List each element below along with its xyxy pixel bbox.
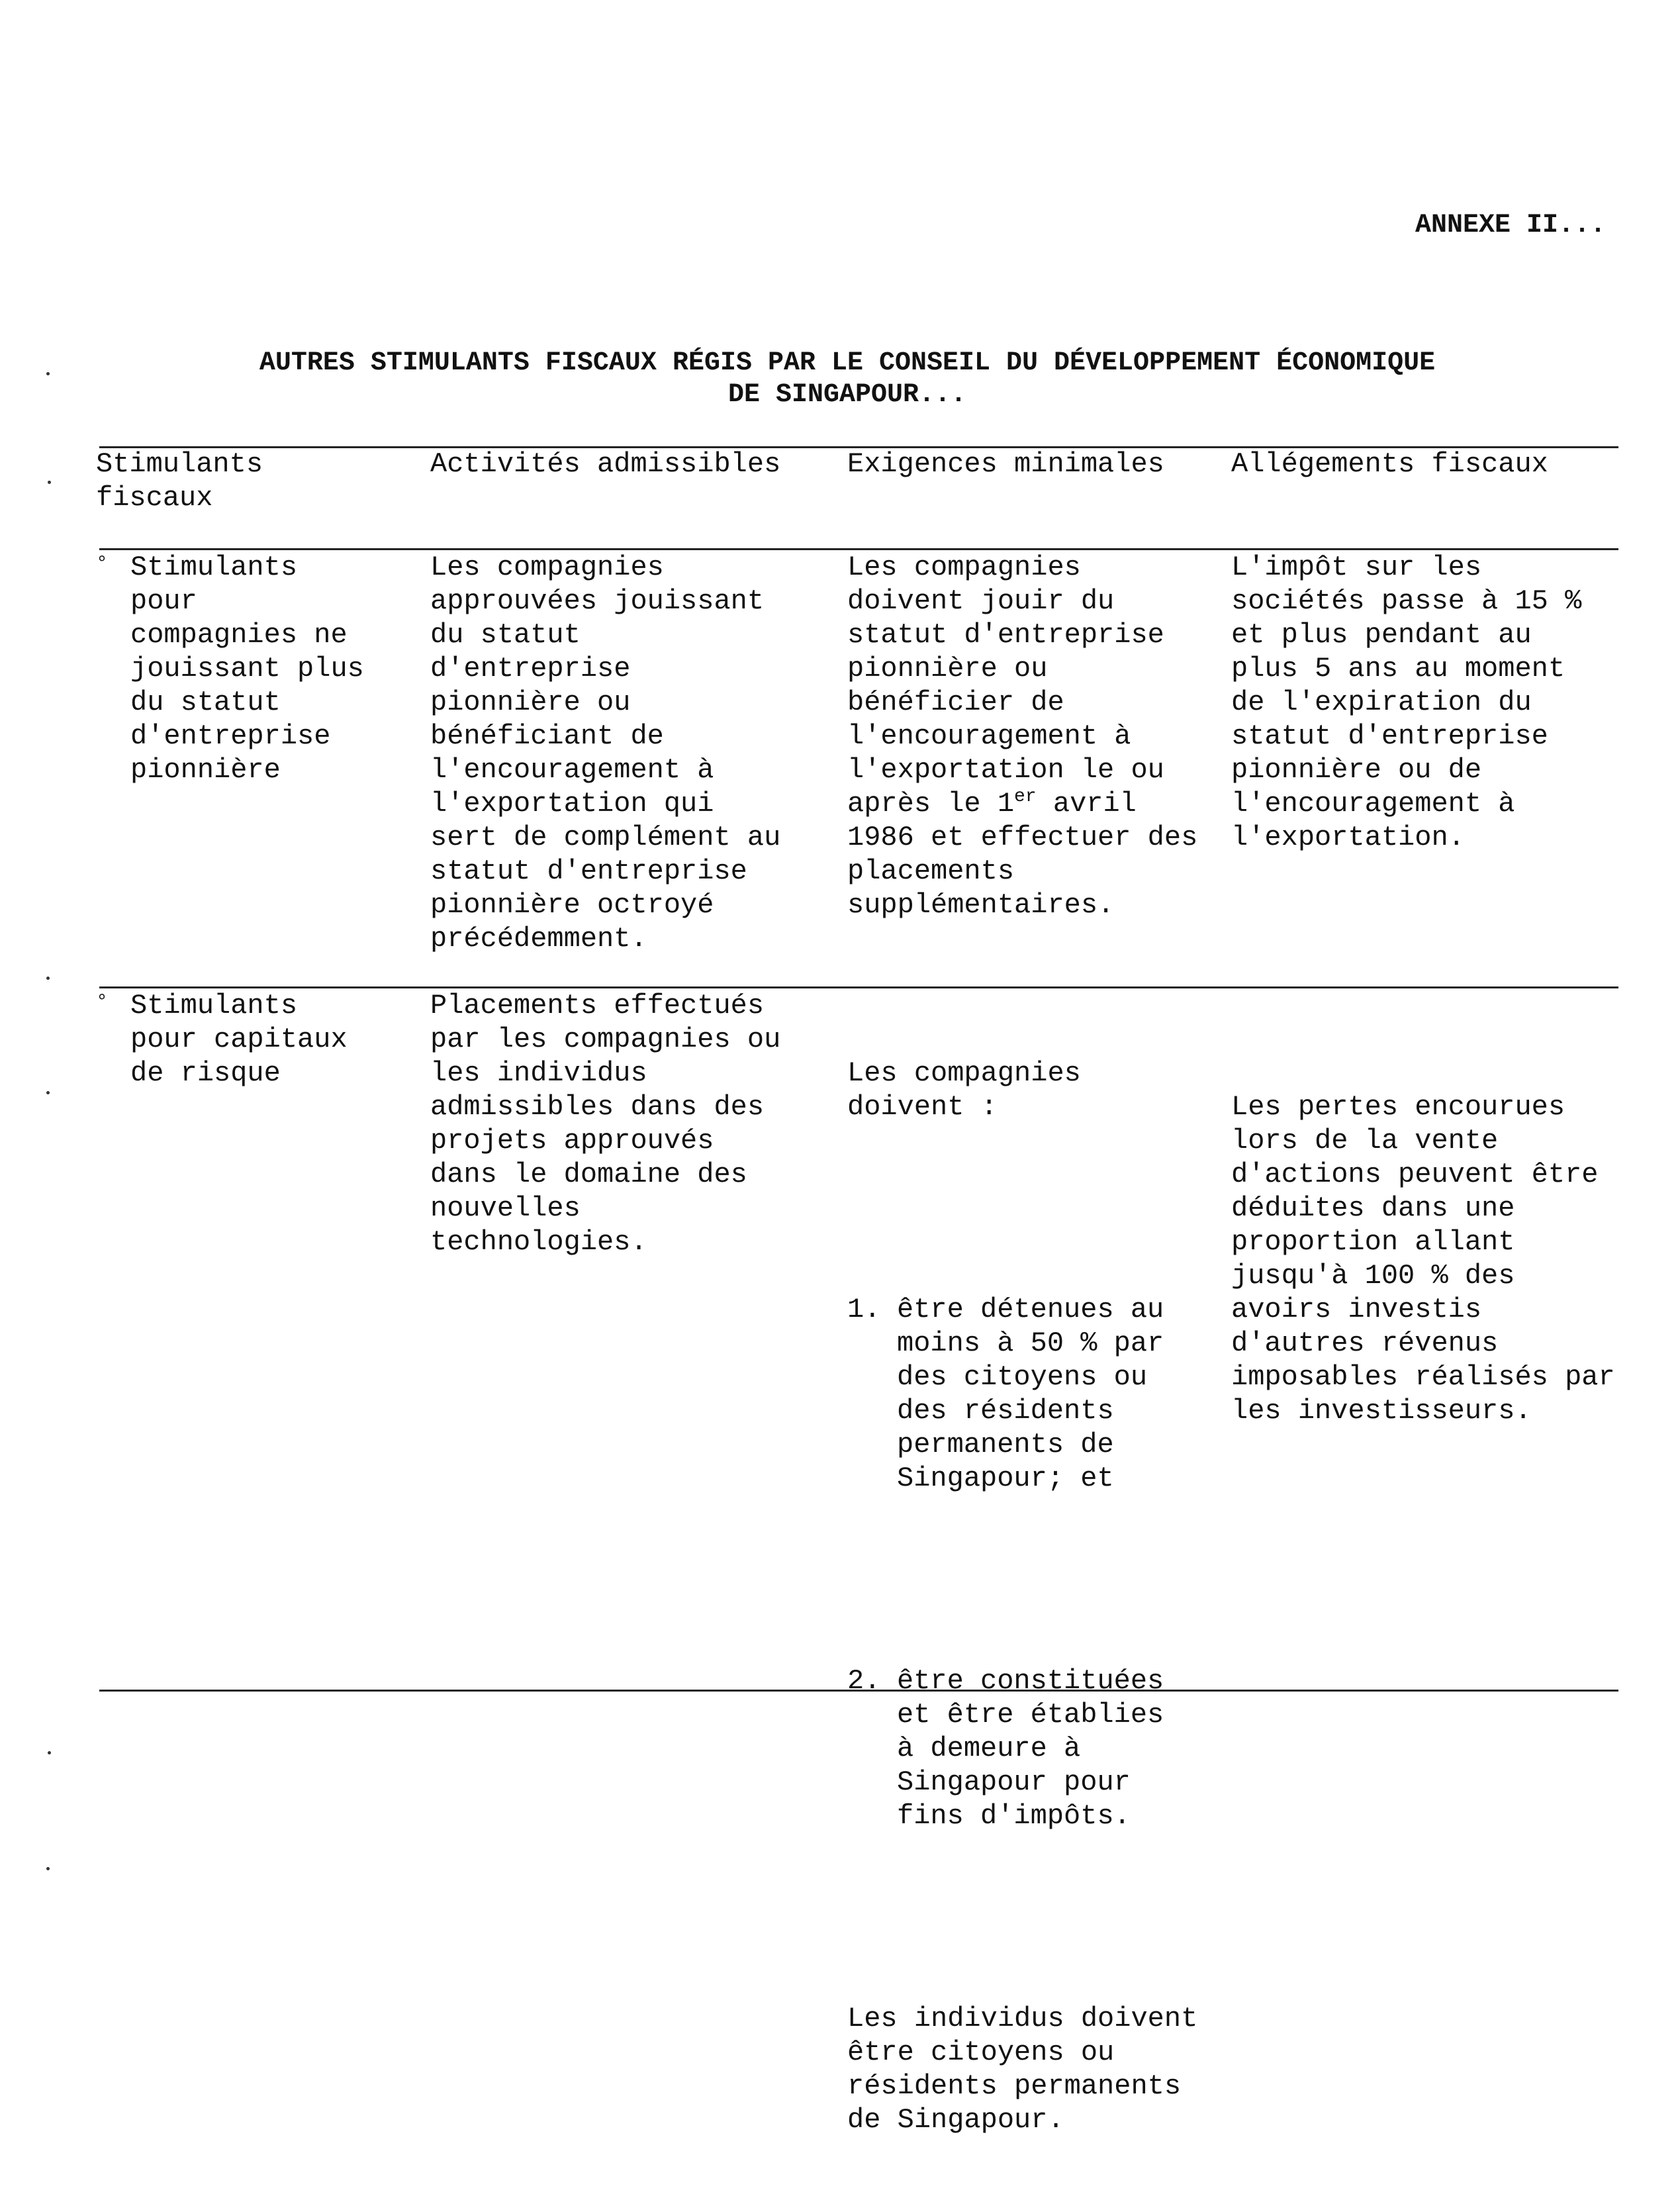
spacer [847,1563,1218,1597]
column-header-requirements: Exigences minimales [847,448,1164,480]
title-line-2: DE SINGAPOUR... [727,380,967,410]
table-row-1-activities: Les compagnies approuvées jouissant du statut d'entreprise pionnière ou bénéficiant de l'encouragement à l'exportation qui sert de complément au statut d'entreprise pionnière octroyé précédemment. [430,551,781,955]
incentive-label: Stimulants pour compagnies ne jouissant plus du statut d'entreprise pionnière [130,551,364,786]
scan-speck [48,481,51,484]
table-row-1-incentive [96,551,414,787]
item-number: 2. [847,1665,881,1697]
incentive-label: Stimulants pour capitaux de risque [130,990,348,1089]
table-row-1-requirements [847,551,1218,922]
superscript-er: er [1014,787,1037,807]
table-row-2-requirements [847,989,1218,2171]
spacer [847,1901,1218,1935]
column-header-incentives: Stimulants fiscaux [96,448,263,514]
scan-speck [46,1867,50,1870]
requirements-text-end: avril 1986 et effectuer des placements supplémentaires. [847,788,1198,921]
page-title [93,348,1602,411]
scan-speck [48,1751,51,1754]
row-bullet: ° [96,991,109,1014]
spacer [847,1192,1218,1225]
table-row-2-incentive [96,989,414,1090]
column-header-activities: Activités admissibles [430,448,781,480]
header-bottom-rule [99,548,1618,550]
requirement-item-2 [847,1664,1218,1833]
scan-speck [46,1091,50,1094]
scan-speck [46,372,50,375]
table-row-2-relief: Les pertes encourues lors de la vente d'actions peuvent être déduites dans une proportion allant jusqu'à 100 % des avoirs investis d'autres révenus imposables réalisés par les investisseurs. [1231,1091,1615,1427]
row-bullet: ° [96,553,109,575]
title-line-1: AUTRES STIMULANTS FISCAUX RÉGIS PAR LE CONSEIL DU DÉVELOPPEMENT ÉCONOMIQUE [259,348,1436,378]
requirements-outro: Les individus doivent être citoyens ou résidents permanents de Singapour. [847,2003,1198,2136]
column-header-relief: Allégements fiscaux [1231,448,1548,480]
row-divider-rule [99,986,1618,988]
requirements-intro: Les compagnies doivent : [847,1057,1081,1123]
item-text: être détenues au moins à 50 % par des citoyens ou des résidents permanents de Singapour; et [897,1294,1164,1494]
annex-label: ANNEXE II... [1415,211,1607,240]
table-row-2-activities: Placements effectués par les compagnies ou les individus admissibles dans des projets approuvés dans le domaine des nouvelles technologies. [430,990,781,1258]
requirement-item-1 [847,1293,1218,1496]
scan-speck [46,977,50,980]
item-number: 1. [847,1294,881,1325]
item-text: être constituées et être établies à demeure à Singapour pour fins d'impôts. [897,1665,1164,1832]
table-row-1-relief: L'impôt sur les sociétés passe à 15 % et plus pendant au plus 5 ans au moment de l'expiration du statut d'entreprise pionnière ou de l'encouragement à l'exportation. [1231,551,1582,853]
requirements-text-start: Les compagnies doivent jouir du statut d'entreprise pionnière ou bénéficier de l'encouragement à l'exportation le ou après le 1 [847,551,1164,820]
